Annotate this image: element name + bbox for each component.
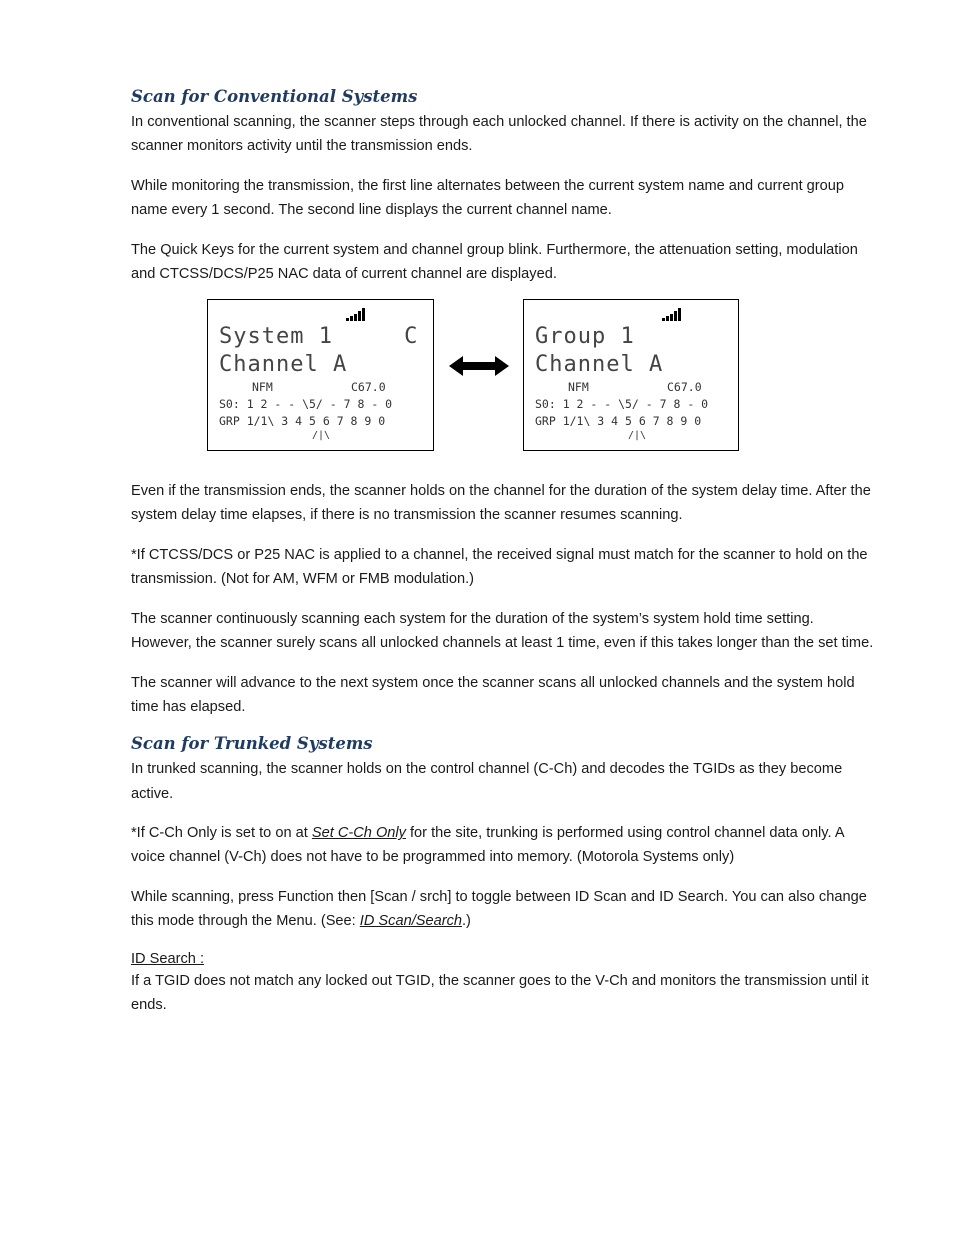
lcd-system-quick-keys: S0: 1 2 - - \5/ - 7 8 - 0 <box>219 397 393 412</box>
text-segment: *If C-Ch Only is set to on at <box>131 825 312 842</box>
para-advance: The scanner will advance to the next system once the scanner scans all unlocked channels and the system hold time has elapsed. <box>131 674 855 716</box>
para-id-search: If a TGID does not match any locked out TGID, the scanner goes to the V-Ch and monitors the transmission until it ends. <box>131 973 869 1014</box>
signal-strength-icon <box>662 308 684 321</box>
para-delay-time: Even if the transmission ends, the scanner holds on the channel for the duration of the system delay time. After the system delay time elapses, if there is no transmission the scanner resumes scanning. <box>131 483 871 524</box>
para-cch-only <box>131 821 876 869</box>
lcd-tone: C67.0 <box>667 380 702 395</box>
para-trunked-intro: In trunked scanning, the scanner holds on the control channel (C-Ch) and decodes the TGIDs as they become active. <box>131 761 843 802</box>
document-page <box>131 86 876 1033</box>
para-quick-keys: The Quick Keys for the current system and channel group blink. Furthermore, the attenuation setting, modulation and CTCSS/DCS/P25 NAC data of current channel are displayed. <box>131 241 858 283</box>
lcd-tone: C67.0 <box>351 380 386 395</box>
signal-strength-icon <box>346 308 368 321</box>
lcd-modulation: NFM <box>252 380 273 395</box>
id-search-label <box>131 949 876 969</box>
lcd-modulation: NFM <box>568 380 589 395</box>
text-segment: for the site, trunking is performed using control channel data only. A voice channel (V-Ch) does not have to be programmed into memory. (Motorola Systems only) <box>131 825 844 866</box>
lcd-blink-marker: /|\ <box>628 430 647 442</box>
text-segment: While scanning, press Function then [Scan / srch] to toggle between ID Scan and ID Search. You can also change this mode through the Menu. (See: <box>131 889 867 930</box>
lcd-line-channel: Channel A <box>535 352 664 378</box>
lcd-line-system: System 1 C <box>219 324 419 350</box>
lcd-line-group: Group 1 <box>535 324 635 350</box>
display-figure <box>131 299 876 451</box>
lcd-line-channel: Channel A <box>219 352 348 378</box>
text-segment: .) <box>462 913 471 930</box>
double-arrow-icon <box>449 354 509 378</box>
link-id-scan-search[interactable]: ID Scan/Search <box>359 913 462 930</box>
lcd-display-system <box>207 299 434 451</box>
lcd-blink-marker: /|\ <box>312 430 331 442</box>
para-monitoring: While monitoring the transmission, the first line alternates between the current system name and current group name every 1 second. The second line displays the current channel name. <box>131 177 845 219</box>
para-id-scan-toggle <box>131 885 876 933</box>
heading-trunked: Scan for Trunked Systems <box>131 734 373 754</box>
link-set-cch-only[interactable]: Set C-Ch Only <box>311 825 406 842</box>
id-search-label-text: ID Search : <box>131 951 204 968</box>
lcd-display-group <box>523 299 739 451</box>
para-ctcss-note: *If CTCSS/DCS or P25 NAC is applied to a channel, the received signal must match for the scanner to hold on the transmission. (Not for AM, WFM or FMB modulation.) <box>131 547 868 588</box>
para-conventional-intro: In conventional scanning, the scanner steps through each unlocked channel. If there is activity on the channel, the scanner monitors activity until the transmission ends. <box>131 114 867 155</box>
lcd-group-quick-keys: GRP 1/1\ 3 4 5 6 7 8 9 0 <box>535 414 702 429</box>
para-hold-time: The scanner continuously scanning each system for the duration of the system’s system hold time setting. However, the scanner surely scans all unlocked channels at least 1 time, even if this takes longer than the set time. <box>131 611 874 652</box>
lcd-group-quick-keys: GRP 1/1\ 3 4 5 6 7 8 9 0 <box>219 414 386 429</box>
lcd-system-quick-keys: S0: 1 2 - - \5/ - 7 8 - 0 <box>535 397 709 412</box>
heading-conventional: Scan for Conventional Systems <box>131 87 418 106</box>
